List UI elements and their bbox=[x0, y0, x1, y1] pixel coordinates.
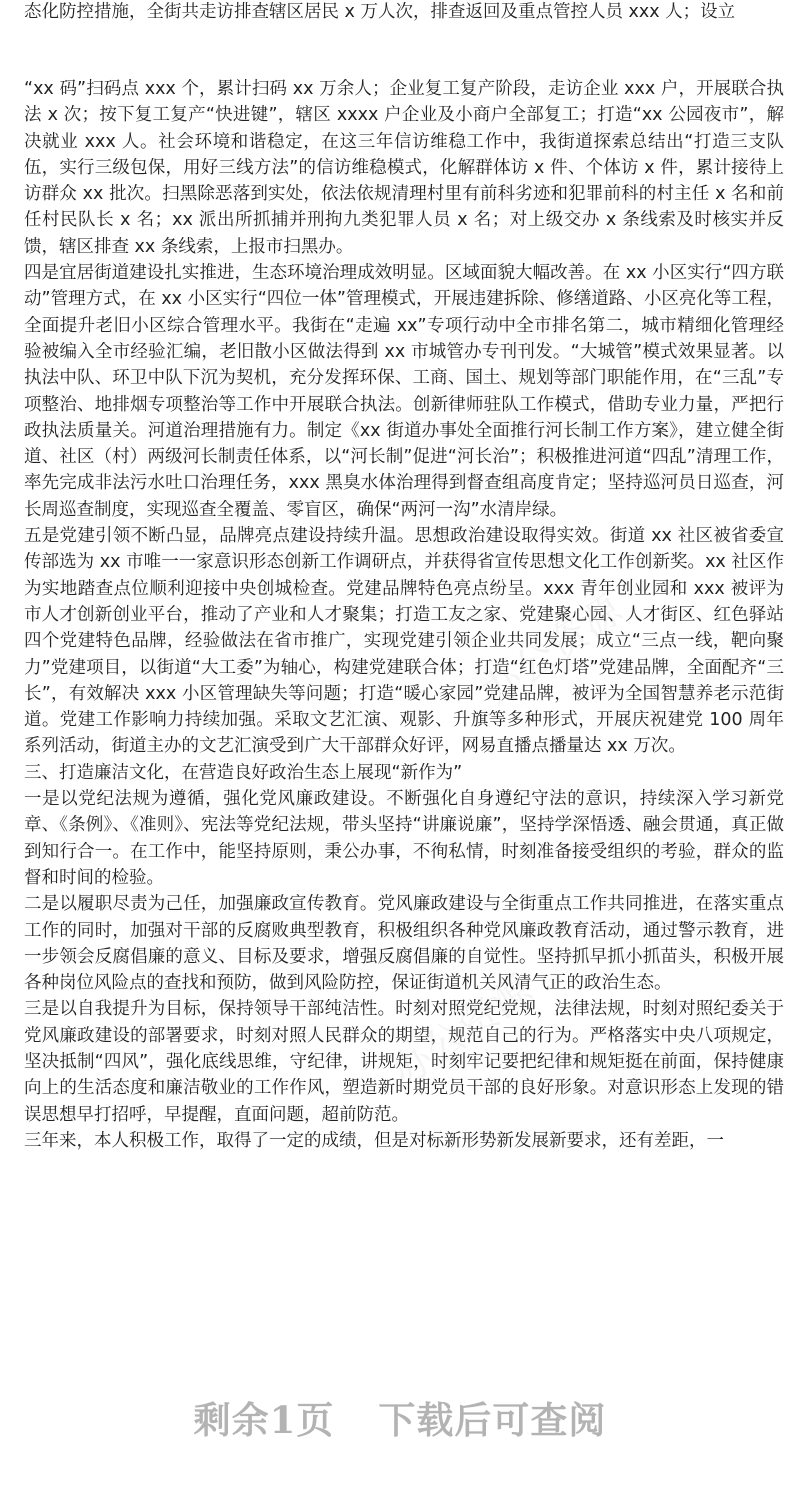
watermark: 办公资源 bbox=[383, 966, 541, 1097]
download-hint-label: 下载后可查阅 bbox=[378, 1398, 607, 1442]
download-prompt[interactable] bbox=[0, 1390, 800, 1444]
paragraph: 五是党建引领不断凸显，品牌亮点建设持续升温。思想政治建设取得实效。街道 xx 社区被省委宣传部选为 xx 市唯一一家意识形态创新工作调研点，并获得省宣传思想文化工作创新奖。xx 社区作为实地踏查点位顺利迎接中央创城检查。党建品牌特色亮点纷呈。xxx 青年创业园和 xxx 被评为市人才创新创业平台，推动了产业和人才聚集；打造工友之家、党建聚心园、人才街区、红色驿站四个党建特色品牌，经验做法在省市推广，实现党建引领企业共同发展；成立“三点一线，靶向聚力”党建项目，以街道“大工委”为轴心，构建党建联合体；打造“红色灯塔”党建品牌，全面配齐“三长”，有效解决 xxx 小区管理缺失等问题；打造“暖心家园”党建品牌，被评为全国智慧养老示范街道。党建工作影响力持续加强。采取文艺汇演、观影、升旗等多种形式，开展庆祝建党 100 周年系列活动，街道主办的文艺汇演受到广大干部群众好评，网易直播点播量达 xx 万次。 bbox=[24, 526, 784, 757]
cut-off-top-line: 态化防控措施，全街共走访排查辖区居民 x 万人次，排查返回及重点管控人员 xxx 人；设立 bbox=[24, 2, 736, 22]
paragraph: 二是以履职尽责为己任，加强廉政宣传教育。党风廉政建设与全街重点工作共同推进，在落实重点工作的同时，加强对干部的反腐败典型教育，积极组织各种党风廉政教育活动，通过警示教育，进一步领会反腐倡廉的意义、目标及要求，增强反腐倡廉的自觉性。坚持抓早抓小抓苗头，积极开展各种岗位风险点的查找和预防，做到风险防控，保证街道机关风清气正的政治生态。 bbox=[24, 894, 784, 994]
watermark: 办公资源 bbox=[473, 586, 631, 717]
paragraph: 一是以党纪法规为遵循，强化党风廉政建设。不断强化自身遵纪守法的意识，持续深入学习新党章、《条例》、《准则》、宪法等党纪法规，带头坚持“讲廉说廉”，坚持学深悟透、融会贯通，真正做到知行合一。在工作中，能坚持原则，秉公办事，不徇私情，时刻准备接受组织的考验，群众的监督和时间的检验。 bbox=[24, 789, 784, 888]
paragraph: 四是宜居街道建设扎实推进，生态环境治理成效明显。区域面貌大幅改善。在 xx 小区实行“四方联动”管理方式，在 xx 小区实行“四位一体”管理模式，开展违建拆除、修缮道路、小区亮化等工程，全面提升老旧小区综合管理水平。我街在“走遍 xx”专项行动中全市排名第二，城市精细化管理经验被编入全市经验汇编，老旧散小区做法得到 xx 市城管办专刊刊发。“大城管”模式效果显著。以执法中队、环卫中队下沉为契机，充分发挥环保、工商、国土、规划等部门职能作用，在“三乱”专项整治、地排烟专项整治等工作中开展联合执法。创新律师驻队工作模式，借助专业力量，严把行政执法质量关。河道治理措施有力。制定《xx 街道办事处全面推行河长制工作方案》，建立健全街道、社区（村）两级河长制责任体系，以“河长制”促进“河长治”；积极推进河道“四乱”清理工作，率先完成非法污水吐口治理任务，xxx 黑臭水体治理得到督查组高度肯定；坚持巡河员日巡查，河长周巡查制度，实现巡查全覆盖、零盲区，确保“两河一沟”水清岸绿。 bbox=[24, 263, 784, 520]
paragraph: 三是以自我提升为目标，保持领导干部纯洁性。时刻对照党纪党规，法律法规，时刻对照纪委关于党风廉政建设的部署要求，时刻对照人民群众的期望，规范自己的行为。严格落实中央八项规定，坚决抵制“四风”，强化底线思维，守纪律，讲规矩，时刻牢记要把纪律和规矩挺在前面，保持健康向上的生活态度和廉洁敬业的工作作风，塑造新时期党员干部的良好形象。对意识形态上发现的错误思想早打招呼，早提醒，直面问题，超前防范。 bbox=[24, 999, 784, 1125]
section-heading: 三、打造廉洁文化，在营造良好政治生态上展现“新作为” bbox=[24, 762, 463, 783]
remaining-pages-label: 剩余1页 bbox=[193, 1398, 335, 1442]
paragraph: 三年来，本人积极工作，取得了一定的成绩，但是对标新形势新发展新要求，还有差距，一 bbox=[24, 1130, 724, 1151]
paragraph: “xx 码”扫码点 xxx 个，累计扫码 xx 万余人；企业复工复产阶段，走访企业 xxx 户，开展联合执法 x 次；按下复工复产“快进键”，辖区 xxxx 户企业及小商户全部复工；打造“xx 公园夜市”，解决就业 xxx 人。社会环境和谐稳定，在这三年信访维稳工作中，我街道探索总结出“打造三支队伍，实行三级包保，用好三线方法”的信访维稳模式，化解群体访 x 件、个体访 x 件，累计接待上访群众 xx 批次。扫黑除恶落到实处，依法依规清理村里有前科劣迹和犯罪前科的村主任 x 名和前任村民队长 x 名；xx 派出所抓捕并刑拘九类犯罪人员 x 名；对上级交办 x 条线索及时核实并反馈，辖区排查 xx 条线索，上报市扫黑办。 bbox=[24, 79, 784, 257]
document-body bbox=[24, 76, 784, 1154]
